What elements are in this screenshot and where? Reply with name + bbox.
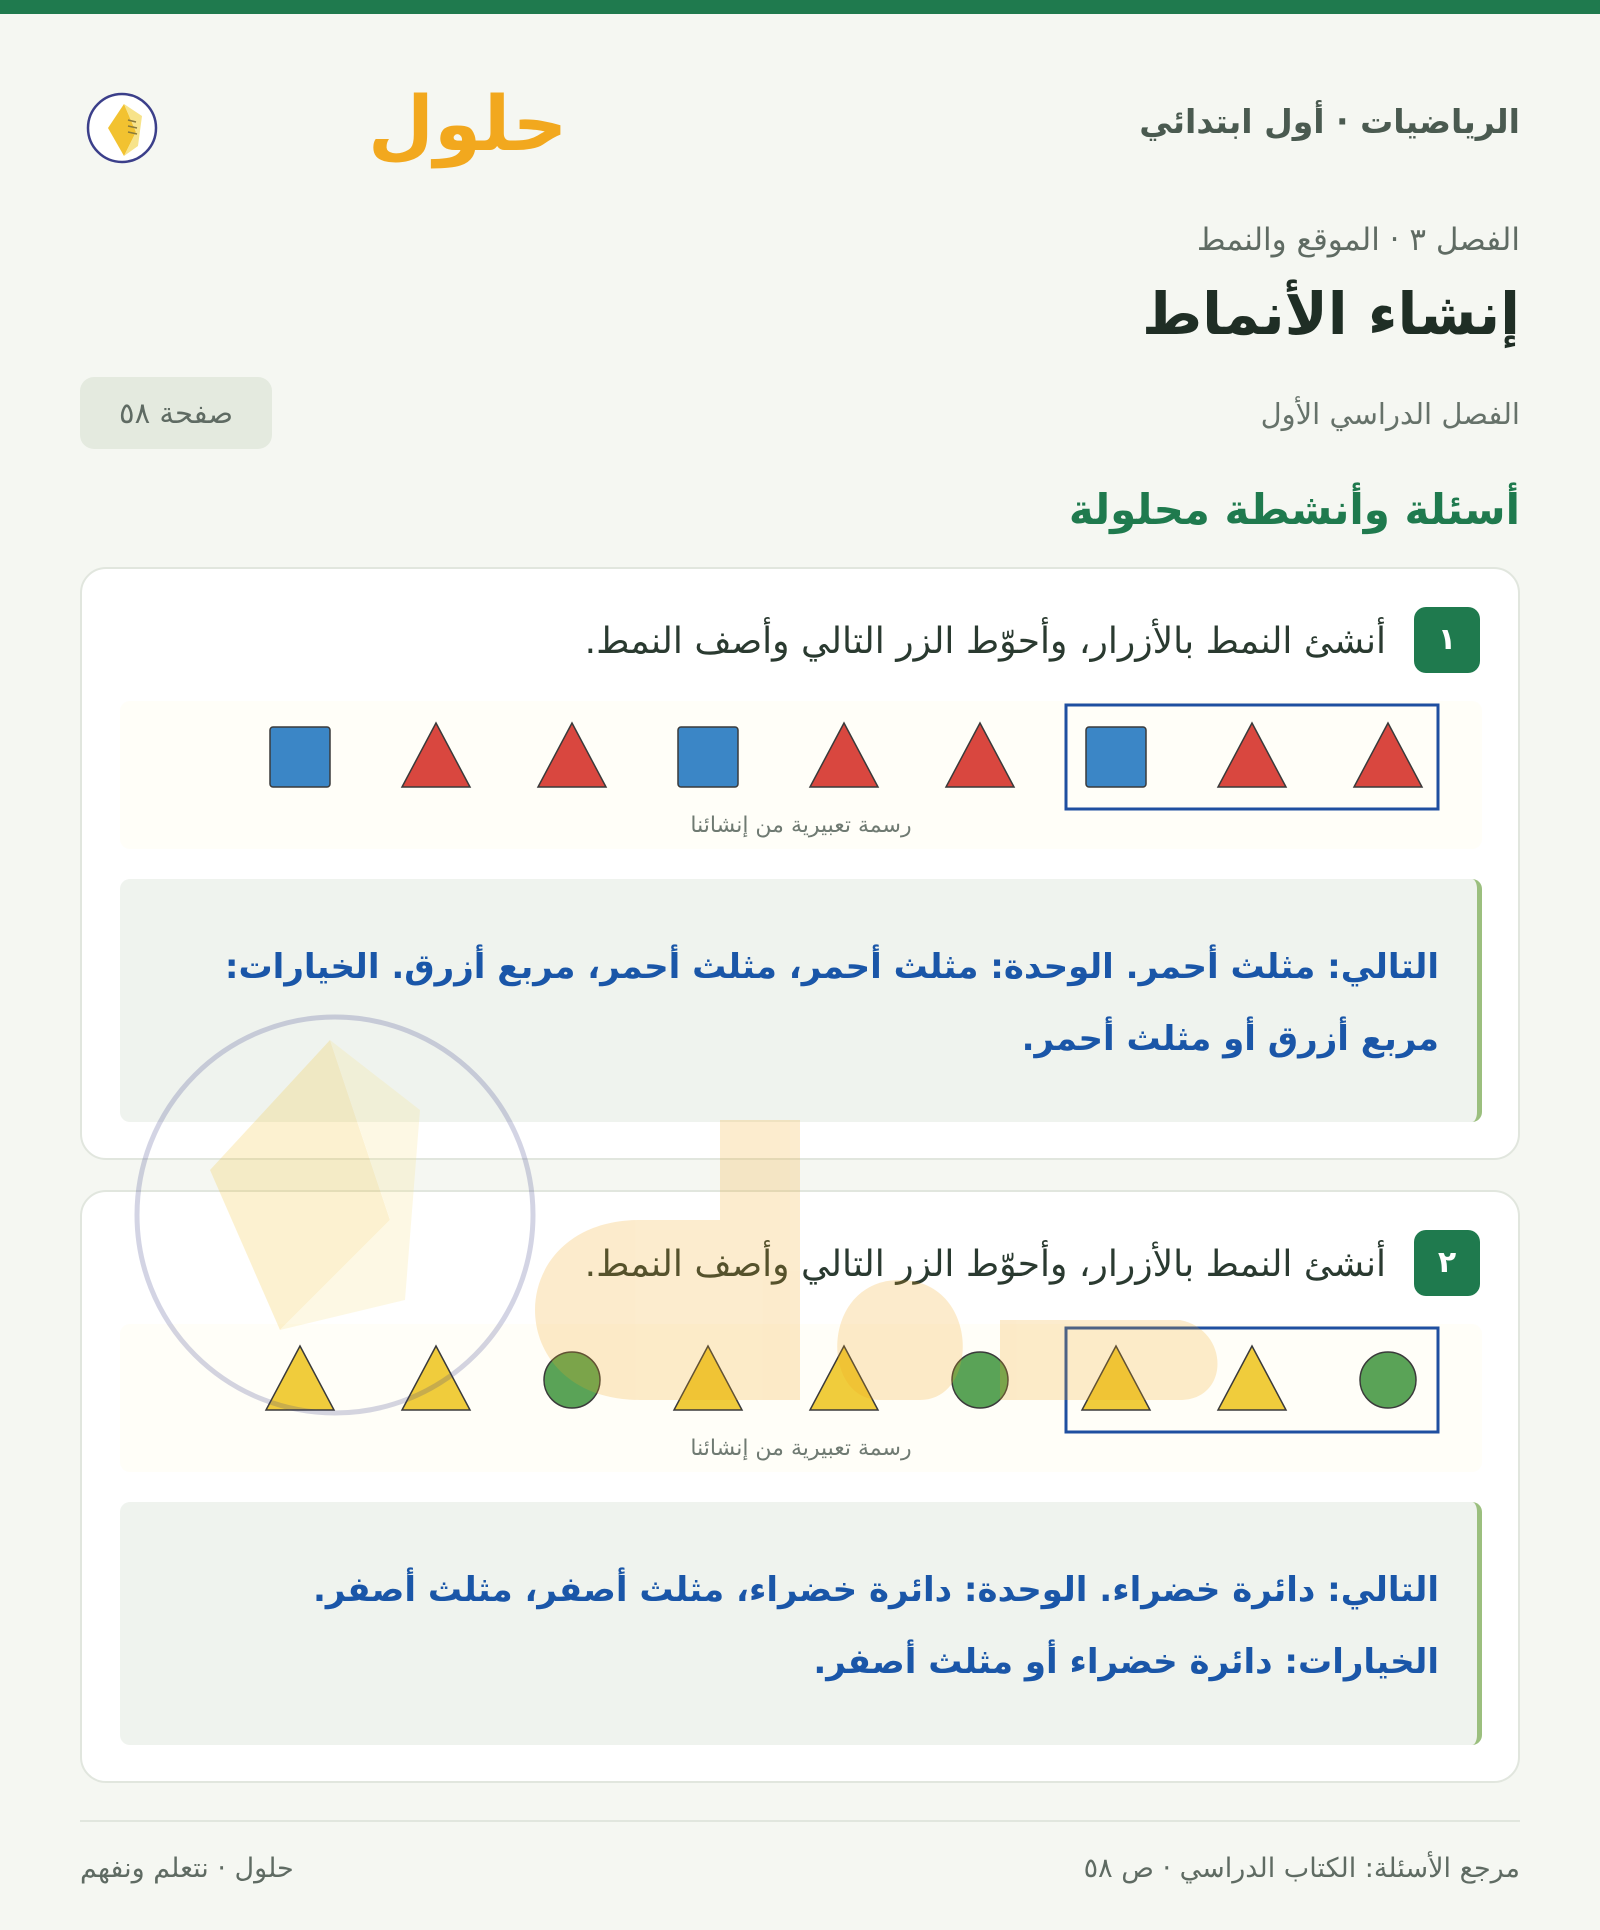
question-card-1: [80, 567, 1520, 1160]
footer-divider: [80, 1820, 1520, 1822]
subject-label: الرياضيات · أول ابتدائي: [1139, 102, 1520, 141]
red-triangle-shape: [810, 723, 878, 787]
red-triangle-shape: [946, 723, 1014, 787]
blue-square-shape: [1086, 727, 1146, 787]
semester-label: الفصل الدراسي الأول: [1260, 397, 1520, 431]
yellow-triangle-shape: [402, 1346, 470, 1410]
green-circle-shape: [1360, 1352, 1416, 1408]
blue-square-shape: [678, 727, 738, 787]
yellow-triangle-shape: [266, 1346, 334, 1410]
question-card-2: [80, 1190, 1520, 1783]
yellow-triangle-shape: [810, 1346, 878, 1410]
red-triangle-shape: [402, 723, 470, 787]
answer-box: [120, 879, 1482, 1122]
answer-box: [120, 1502, 1482, 1745]
green-circle-shape: [544, 1352, 600, 1408]
top-accent-bar: [0, 0, 1600, 14]
chapter-label: الفصل ٣ · الموقع والنمط: [1196, 222, 1520, 258]
yellow-triangle-shape: [1218, 1346, 1286, 1410]
question-number-badge: ٢: [1414, 1230, 1480, 1296]
question-text: أنشئ النمط بالأزرار، وأحوّط الزر التالي وأصف النمط.: [584, 621, 1386, 662]
question-number-badge: ١: [1414, 607, 1480, 673]
answer-text: التالي: مثلث أحمر. الوحدة: مثلث أحمر، مثلث أحمر، مربع أزرق. الخيارات: مربع أزرق أو مثلث أحمر.: [224, 947, 1439, 1059]
logo-wordmark: حلول: [368, 79, 568, 168]
page-number-badge: صفحة ٥٨: [80, 377, 272, 449]
red-triangle-shape: [1218, 723, 1286, 787]
figure-caption: رسمة تعبيرية من إنشائنا: [690, 1436, 912, 1461]
question-text: أنشئ النمط بالأزرار، وأحوّط الزر التالي وأصف النمط.: [584, 1244, 1386, 1285]
footer-brand: حلول · نتعلم ونفهم: [80, 1853, 294, 1884]
yellow-triangle-shape: [1082, 1346, 1150, 1410]
logo-emblem-icon: [80, 62, 568, 182]
header: [80, 62, 1520, 182]
green-circle-shape: [952, 1352, 1008, 1408]
footer-reference: مرجع الأسئلة: الكتاب الدراسي · ص ٥٨: [1083, 1853, 1520, 1884]
hulul-logo[interactable]: [80, 62, 568, 182]
red-triangle-shape: [538, 723, 606, 787]
blue-square-shape: [270, 727, 330, 787]
section-title: أسئلة وأنشطة محلولة: [1068, 485, 1520, 534]
answer-text: التالي: دائرة خضراء. الوحدة: دائرة خضراء، مثلث أصفر، مثلث أصفر. الخيارات: دائرة خضراء أو مثلث أصفر.: [312, 1570, 1439, 1682]
red-triangle-shape: [1354, 723, 1422, 787]
figure-caption: رسمة تعبيرية من إنشائنا: [690, 813, 912, 838]
yellow-triangle-shape: [674, 1346, 742, 1410]
page-title: إنشاء الأنماط: [1141, 280, 1520, 348]
